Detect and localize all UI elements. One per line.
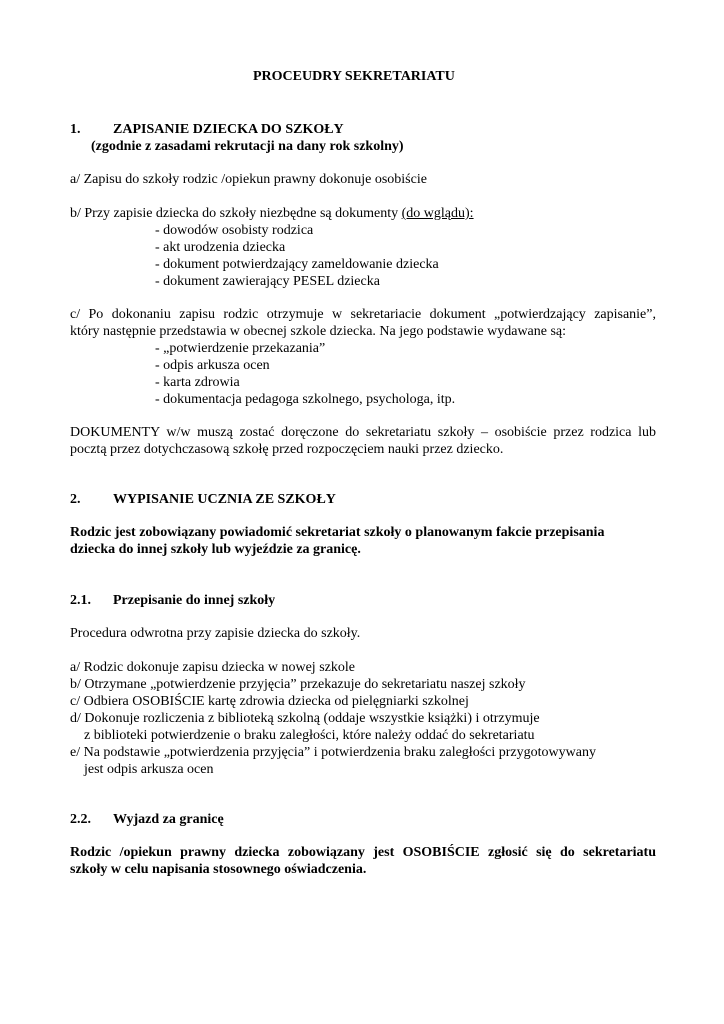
list-item: - „potwierdzenie przekazania” (155, 341, 326, 356)
section-2-2-notice-line2: szkoły w celu napisania stosownego oświadczenia. (70, 862, 367, 877)
section-1-item-b (70, 205, 474, 222)
section-2-heading: WYPISANIE UCZNIA ZE SZKOŁY (113, 492, 336, 507)
list-item: - akt urodzenia dziecka (155, 240, 286, 255)
list-item: - dokument potwierdzający zameldowanie dziecka (155, 257, 439, 272)
section-2-notice-line2: dziecka do innej szkoły lub wyjeździe za granicę. (70, 542, 361, 557)
list-item: z biblioteki potwierdzenie o braku zaległości, które należy oddać do sekretariatu (70, 728, 535, 743)
section-1-item-a: a/ Zapisu do szkoły rodzic /opiekun prawny dokonuje osobiście (70, 172, 427, 187)
list-item: - karta zdrowia (155, 375, 240, 390)
list-item: - dokument zawierający PESEL dziecka (155, 274, 380, 289)
section-2-1-intro: Procedura odwrotna przy zapisie dziecka do szkoły. (70, 626, 361, 641)
section-1-heading: ZAPISANIE DZIECKA DO SZKOŁY (113, 122, 344, 137)
list-item: d/ Dokonuje rozliczenia z biblioteką szkolną (oddaje wszystkie książki) i otrzymuje (70, 711, 540, 726)
list-item: - odpis arkusza ocen (155, 358, 270, 373)
section-1-documents-line2: pocztą przez dotychczasową szkołę przed rozpoczęciem nauki przez dziecko. (70, 442, 504, 457)
section-1-subheading: (zgodnie z zasadami rekrutacji na dany rok szkolny) (91, 139, 404, 154)
list-item: - dowodów osobisty rodzica (155, 223, 314, 238)
list-item: e/ Na podstawie „potwierdzenia przyjęcia” i potwierdzenia braku zaległości przygotowywany (70, 745, 596, 760)
section-2-number: 2. (70, 492, 81, 507)
section-1-documents-line1: DOKUMENTY w/w muszą zostać doręczone do sekretariatu szkoły – osobiście przez rodzica lub (70, 425, 656, 440)
section-2-1-heading: Przepisanie do innej szkoły (113, 593, 276, 608)
list-item: - dokumentacja pedagoga szkolnego, psychologa, itp. (155, 392, 456, 407)
section-1-number: 1. (70, 122, 81, 137)
section-2-1-number: 2.1. (70, 593, 91, 608)
section-2-2-number: 2.2. (70, 812, 91, 827)
section-1-item-c-line2: który następnie przedstawia w obecnej szkole dziecka. Na jego podstawie wydawane są: (70, 324, 567, 339)
document-title: PROCEUDRY SEKRETARIATU (253, 69, 455, 84)
list-item: jest odpis arkusza ocen (70, 762, 214, 777)
section-1-item-c-line1: c/ Po dokonaniu zapisu rodzic otrzymuje w sekretariacie dokument „potwierdzający zapisanie”, (70, 307, 656, 322)
item-b-underlined: (do wglądu): (401, 206, 474, 221)
list-item: a/ Rodzic dokonuje zapisu dziecka w nowej szkole (70, 660, 355, 675)
section-2-2-notice-line1: Rodzic /opiekun prawny dziecka zobowiązany jest OSOBIŚCIE zgłosić się do sekretariatu (70, 845, 656, 860)
list-item: c/ Odbiera OSOBIŚCIE kartę zdrowia dziecka od pielęgniarki szkolnej (70, 694, 469, 709)
section-2-2-heading: Wyjazd za granicę (113, 812, 224, 827)
section-2-notice-line1: Rodzic jest zobowiązany powiadomić sekretariat szkoły o planowanym fakcie przepisania (70, 525, 605, 540)
item-b-text: b/ Przy zapisie dziecka do szkoły niezbędne są dokumenty (70, 206, 402, 221)
list-item: b/ Otrzymane „potwierdzenie przyjęcia” przekazuje do sekretariatu naszej szkoły (70, 677, 526, 692)
